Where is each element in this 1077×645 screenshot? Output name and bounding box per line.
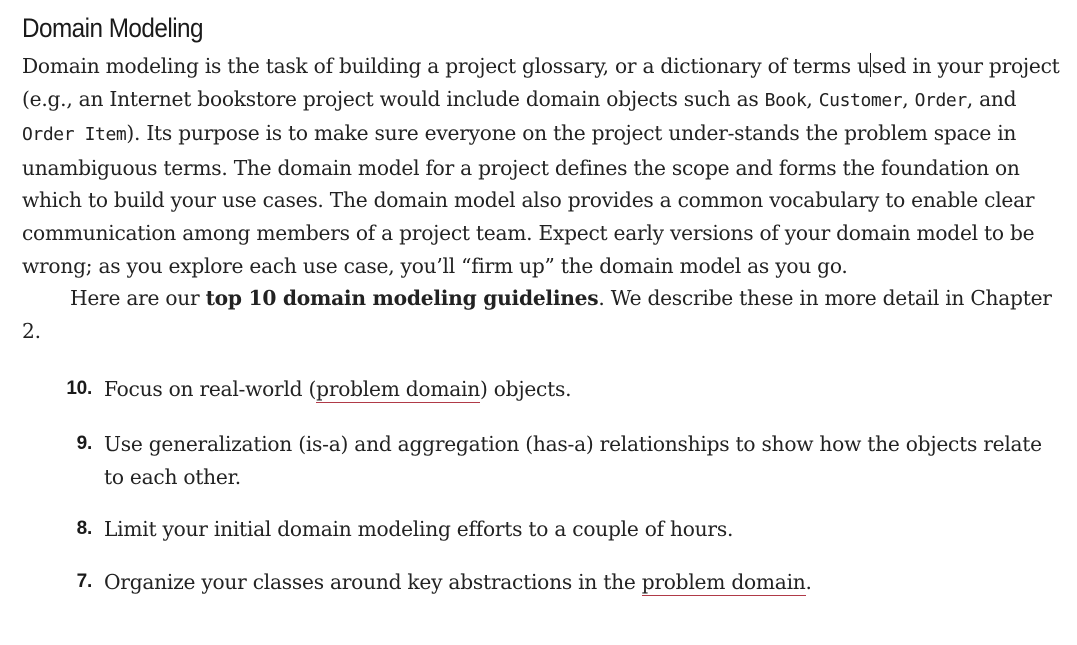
intro-sep-1: , <box>806 86 819 111</box>
intro-text-1: Domain modeling is the task of building a project glossary, or a dictionary of terms u <box>22 54 870 78</box>
item-number: 7. <box>76 570 92 592</box>
guidelines-intro-after: . We describe these in more detail in Chapter 2. <box>22 286 1052 343</box>
code-book: Book <box>764 89 807 111</box>
document-page <box>22 10 1062 598</box>
code-order-item: Order Item <box>22 124 127 146</box>
underlined-term: problem domain <box>316 377 480 402</box>
item-number: 9. <box>76 432 92 454</box>
guidelines-list <box>22 373 1062 598</box>
guidelines-intro-bold: top 10 domain modeling guidelines <box>205 286 599 311</box>
item-text-after: ) objects. <box>479 377 572 402</box>
list-item <box>22 513 1062 546</box>
item-text-after: . <box>805 569 812 594</box>
code-order: Order <box>914 89 967 111</box>
section-title: Domain Modeling <box>22 13 203 43</box>
guidelines-intro-before: Here are our <box>70 286 206 311</box>
item-text-before: Focus on real-world ( <box>104 377 317 402</box>
intro-sep-3: , and <box>966 86 1017 111</box>
code-customer: Customer <box>818 89 903 111</box>
item-number: 10. <box>66 378 92 400</box>
list-item <box>22 373 1062 406</box>
intro-text-3: ). Its purpose is to make sure everyone on the project under-stands the problem space in unambiguous terms. The domain model for a project defines the scope and forms the foundation on which to build your use cases. The domain model also provides a common vocabulary to enable clear communication among members of a project team. Expect early versions of your domain model to be wrong; as you explore each use case, you’ll “firm up” the domain model as you go. <box>22 121 1035 278</box>
guidelines-intro-paragraph <box>22 282 1062 347</box>
underlined-term: problem domain <box>641 569 806 594</box>
intro-sep-2: , <box>902 86 915 111</box>
intro-paragraph <box>22 50 1062 282</box>
list-item <box>22 566 1062 599</box>
item-text-before: Organize your classes around key abstractions in the <box>104 569 642 594</box>
intro-text-2: sed in your project (e.g., an Internet bookstore project would include domain objects such as <box>22 54 1060 111</box>
item-text: Limit your initial domain modeling efforts to a couple of hours. <box>104 517 734 542</box>
item-text: Use generalization (is-a) and aggregation (has-a) relationships to show how the objects relate to each other. <box>104 431 1042 489</box>
item-number: 8. <box>76 518 92 540</box>
list-item <box>22 428 1062 493</box>
